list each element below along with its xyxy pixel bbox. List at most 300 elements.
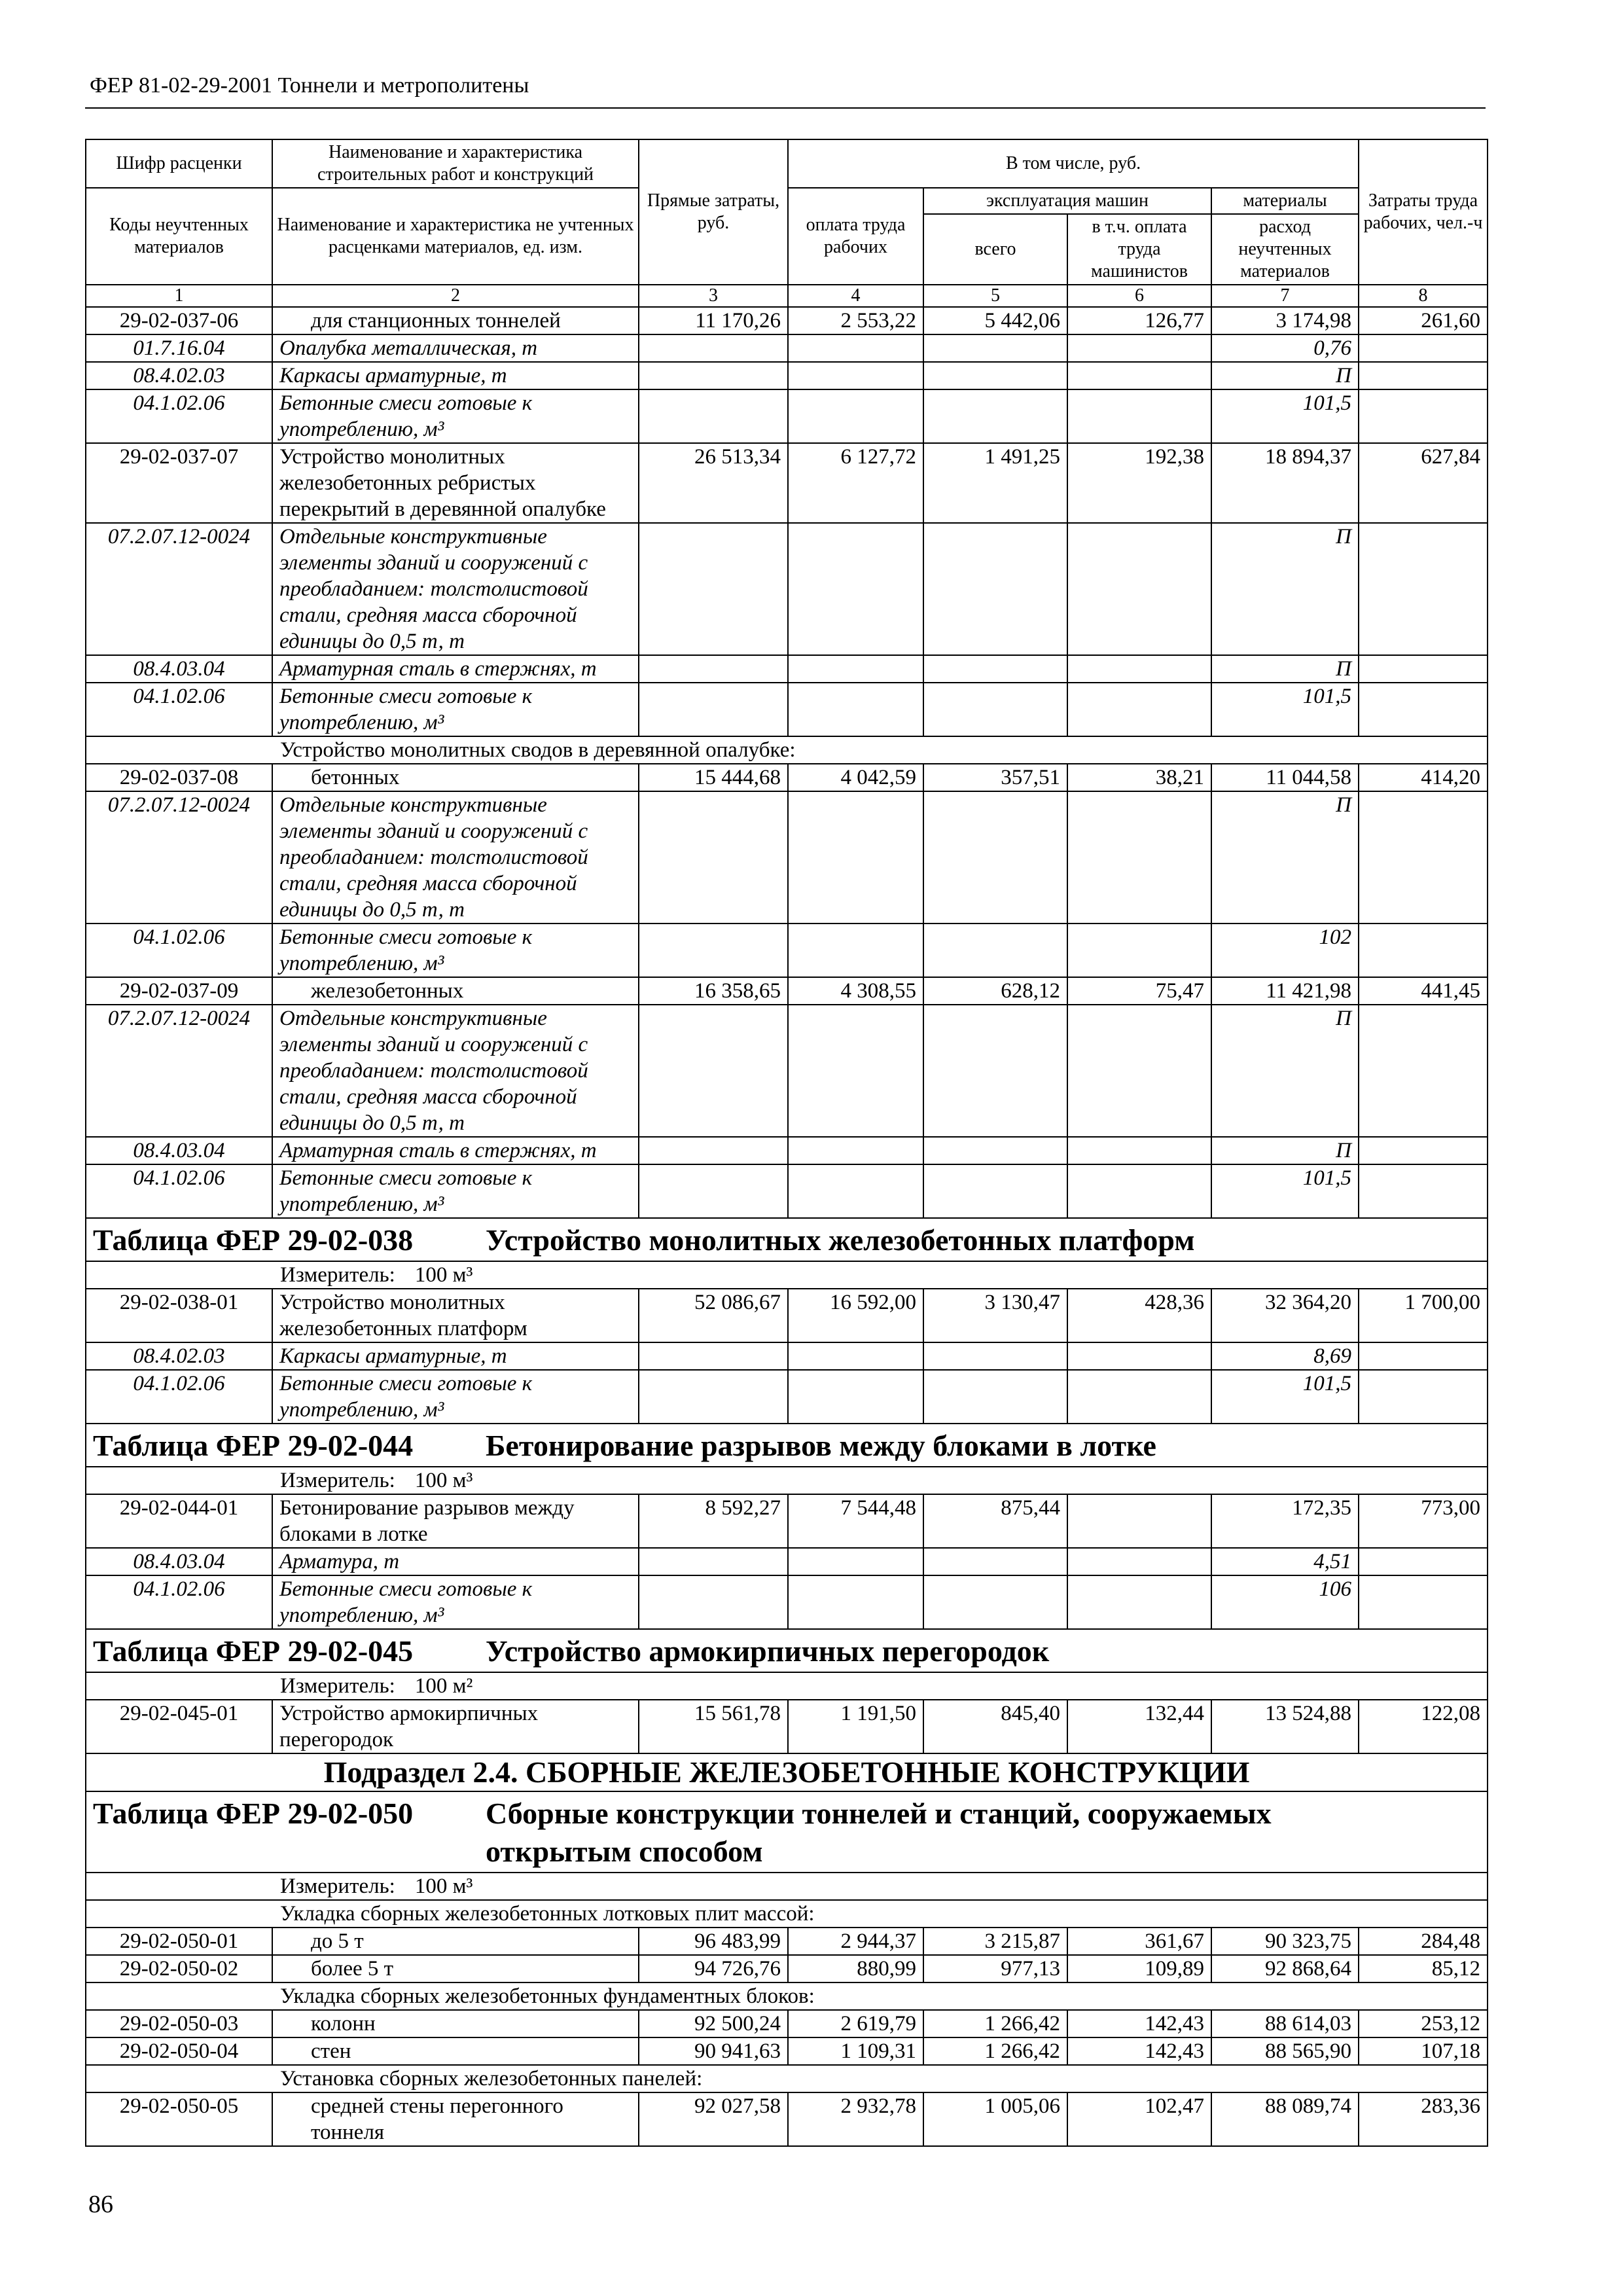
rate-name: стен xyxy=(272,2037,639,2065)
material-row xyxy=(86,362,1488,389)
empty-cell xyxy=(923,362,1067,389)
col-header-codes-unaccounted: Коды неучтенных материалов xyxy=(86,188,272,285)
material-name: Отдельные конструктивные элементы зданий и сооружений с преобладанием: толстолистовой стали, средняя масса сборочной единицы до 0,5 т, т xyxy=(272,1005,639,1137)
group-title: Установка сборных железобетонных панелей: xyxy=(86,2065,1488,2092)
measure-unit: 100 м³ xyxy=(414,1469,473,1492)
rate-value: 357,51 xyxy=(923,764,1067,791)
empty-cell xyxy=(923,1370,1067,1424)
table-title-row xyxy=(86,1629,1488,1672)
empty-cell xyxy=(639,1548,788,1575)
empty-cell xyxy=(1359,1370,1488,1424)
subsection-title: Подраздел 2.4. СБОРНЫЕ ЖЕЛЕЗОБЕТОННЫЕ КОНСТРУКЦИИ xyxy=(86,1753,1488,1791)
rate-value: 26 513,34 xyxy=(639,443,788,523)
empty-cell xyxy=(639,1342,788,1370)
col-header-direct: Прямые затраты, руб. xyxy=(639,139,788,285)
measure xyxy=(86,1261,1488,1289)
empty-cell xyxy=(1359,683,1488,736)
material-name: Опалубка металлическая, т xyxy=(272,334,639,362)
rate-value: 880,99 xyxy=(788,1955,923,1982)
rate-row xyxy=(86,1700,1488,1753)
rate-value: 875,44 xyxy=(923,1494,1067,1548)
rate-code: 29-02-045-01 xyxy=(86,1700,272,1753)
empty-cell xyxy=(639,334,788,362)
measure-label: Измеритель: xyxy=(280,1674,395,1698)
rate-row xyxy=(86,443,1488,523)
subsection-row xyxy=(86,1753,1488,1791)
rate-name: Устройство монолитных железобетонных ребристых перекрытий в деревянной опалубке xyxy=(272,443,639,523)
rate-code: 29-02-050-04 xyxy=(86,2037,272,2065)
rates-table xyxy=(85,139,1488,2147)
rate-name: более 5 т xyxy=(272,1955,639,1982)
empty-cell xyxy=(639,1005,788,1137)
empty-cell xyxy=(1067,683,1211,736)
empty-cell xyxy=(639,1370,788,1424)
rate-value: 2 619,79 xyxy=(788,2010,923,2037)
rate-value: 32 364,20 xyxy=(1211,1289,1359,1342)
empty-cell xyxy=(1359,334,1488,362)
material-row xyxy=(86,334,1488,362)
group-title: Укладка сборных железобетонных фундаментных блоков: xyxy=(86,1982,1488,2010)
col-header-incl: В том числе, руб. xyxy=(788,139,1359,188)
material-name: Бетонные смеси готовые к употреблению, м³ xyxy=(272,1370,639,1424)
empty-cell xyxy=(788,1548,923,1575)
rate-name: колонн xyxy=(272,2010,639,2037)
material-code: 04.1.02.06 xyxy=(86,1164,272,1218)
measure xyxy=(86,1873,1488,1900)
col-header-code: Шифр расценки xyxy=(86,139,272,188)
rate-value: 4 308,55 xyxy=(788,977,923,1005)
table-title-row xyxy=(86,1791,1488,1873)
empty-cell xyxy=(639,683,788,736)
rate-value: 15 444,68 xyxy=(639,764,788,791)
rate-value: 773,00 xyxy=(1359,1494,1488,1548)
material-name: Бетонные смеси готовые к употреблению, м³ xyxy=(272,1164,639,1218)
rate-code: 29-02-038-01 xyxy=(86,1289,272,1342)
material-quantity: 106 xyxy=(1211,1575,1359,1629)
table-number: Таблица ФЕР 29-02-044 xyxy=(93,1429,414,1462)
material-row xyxy=(86,924,1488,977)
empty-cell xyxy=(639,523,788,655)
col-number: 1 xyxy=(86,285,272,307)
group-row xyxy=(86,1982,1488,2010)
col-number: 7 xyxy=(1211,285,1359,307)
rate-value: 92 027,58 xyxy=(639,2092,788,2146)
rate-row xyxy=(86,977,1488,1005)
material-code: 04.1.02.06 xyxy=(86,1575,272,1629)
empty-cell xyxy=(923,1575,1067,1629)
measure-label: Измеритель: xyxy=(280,1263,395,1287)
rate-value: 253,12 xyxy=(1359,2010,1488,2037)
material-row xyxy=(86,1575,1488,1629)
material-name: Бетонные смеси готовые к употреблению, м³ xyxy=(272,1575,639,1629)
material-code: 01.7.16.04 xyxy=(86,334,272,362)
material-code: 04.1.02.06 xyxy=(86,1370,272,1424)
material-name: Каркасы арматурные, т xyxy=(272,362,639,389)
table-title xyxy=(86,1629,1488,1672)
table-name: Устройство монолитных железобетонных платформ xyxy=(486,1223,1195,1257)
rate-value: 11 421,98 xyxy=(1211,977,1359,1005)
measure-unit: 100 м³ xyxy=(414,1874,473,1898)
empty-cell xyxy=(639,924,788,977)
empty-cell xyxy=(1359,1164,1488,1218)
rate-value: 122,08 xyxy=(1359,1700,1488,1753)
table-title xyxy=(86,1218,1488,1261)
rate-row xyxy=(86,2037,1488,2065)
rate-value: 94 726,76 xyxy=(639,1955,788,1982)
empty-cell xyxy=(923,1342,1067,1370)
table-number: Таблица ФЕР 29-02-045 xyxy=(93,1634,414,1668)
rate-value: 92 868,64 xyxy=(1211,1955,1359,1982)
rate-code: 29-02-037-08 xyxy=(86,764,272,791)
col-header-name-unaccounted: Наименование и характеристика не учтенных расценками материалов, ед. изм. xyxy=(272,188,639,285)
empty-cell xyxy=(1359,362,1488,389)
empty-cell xyxy=(1359,655,1488,683)
group-title: Устройство монолитных сводов в деревянной опалубке: xyxy=(86,736,1488,764)
rate-name: железобетонных xyxy=(272,977,639,1005)
table-title-row xyxy=(86,1424,1488,1467)
rate-value: 5 442,06 xyxy=(923,307,1067,334)
table-body xyxy=(86,307,1488,2146)
rate-value: 1 266,42 xyxy=(923,2010,1067,2037)
empty-cell xyxy=(1067,1370,1211,1424)
rate-value: 261,60 xyxy=(1359,307,1488,334)
rate-row xyxy=(86,1928,1488,1955)
material-quantity: 101,5 xyxy=(1211,1164,1359,1218)
material-name: Бетонные смеси готовые к употреблению, м³ xyxy=(272,389,639,443)
rate-value: 361,67 xyxy=(1067,1928,1211,1955)
empty-cell xyxy=(639,791,788,924)
material-code: 04.1.02.06 xyxy=(86,924,272,977)
material-quantity: П xyxy=(1211,1005,1359,1137)
measure-row xyxy=(86,1873,1488,1900)
empty-cell xyxy=(1067,1575,1211,1629)
rate-name: Устройство монолитных железобетонных платформ xyxy=(272,1289,639,1342)
rate-value: 172,35 xyxy=(1211,1494,1359,1548)
rate-value: 52 086,67 xyxy=(639,1289,788,1342)
col-header-name: Наименование и характеристика строительных работ и конструкций xyxy=(272,139,639,188)
group-row xyxy=(86,1900,1488,1928)
rate-value: 88 089,74 xyxy=(1211,2092,1359,2146)
table-title xyxy=(86,1424,1488,1467)
rate-value: 627,84 xyxy=(1359,443,1488,523)
material-quantity: 102 xyxy=(1211,924,1359,977)
material-code: 08.4.02.03 xyxy=(86,1342,272,1370)
material-row xyxy=(86,1005,1488,1137)
rate-code: 29-02-050-03 xyxy=(86,2010,272,2037)
empty-cell xyxy=(1067,1342,1211,1370)
empty-cell xyxy=(788,791,923,924)
rate-value: 2 553,22 xyxy=(788,307,923,334)
material-quantity: П xyxy=(1211,362,1359,389)
material-quantity: 4,51 xyxy=(1211,1548,1359,1575)
empty-cell xyxy=(1359,924,1488,977)
material-row xyxy=(86,655,1488,683)
empty-cell xyxy=(1067,334,1211,362)
group-title: Укладка сборных железобетонных лотковых плит массой: xyxy=(86,1900,1488,1928)
rate-value: 628,12 xyxy=(923,977,1067,1005)
rate-value: 16 358,65 xyxy=(639,977,788,1005)
col-number: 5 xyxy=(923,285,1067,307)
material-name: Каркасы арматурные, т xyxy=(272,1342,639,1370)
empty-cell xyxy=(923,1164,1067,1218)
rate-name: бетонных xyxy=(272,764,639,791)
rate-value: 88 565,90 xyxy=(1211,2037,1359,2065)
col-header-materials-use: расход неучтенных материалов xyxy=(1211,214,1359,285)
rate-value: 132,44 xyxy=(1067,1700,1211,1753)
rate-code: 29-02-044-01 xyxy=(86,1494,272,1548)
col-header-labor-cost: Затраты труда рабочих, чел.-ч xyxy=(1359,139,1488,285)
rate-value: 283,36 xyxy=(1359,2092,1488,2146)
col-number: 6 xyxy=(1067,285,1211,307)
rate-value: 8 592,27 xyxy=(639,1494,788,1548)
measure xyxy=(86,1672,1488,1700)
empty-cell xyxy=(788,1005,923,1137)
empty-cell xyxy=(788,1575,923,1629)
material-code: 08.4.03.04 xyxy=(86,655,272,683)
empty-cell xyxy=(923,683,1067,736)
material-name: Арматурная сталь в стержнях, т xyxy=(272,655,639,683)
empty-cell xyxy=(788,1164,923,1218)
rate-value: 3 130,47 xyxy=(923,1289,1067,1342)
empty-cell xyxy=(1359,1342,1488,1370)
empty-cell xyxy=(1359,1575,1488,1629)
material-name: Арматурная сталь в стержнях, т xyxy=(272,1137,639,1164)
empty-cell xyxy=(639,362,788,389)
empty-cell xyxy=(923,655,1067,683)
rate-value: 6 127,72 xyxy=(788,443,923,523)
empty-cell xyxy=(788,523,923,655)
measure-unit: 100 м² xyxy=(414,1674,473,1698)
empty-cell xyxy=(923,924,1067,977)
col-header-machines: эксплуатация машин xyxy=(923,188,1211,214)
page-number: 86 xyxy=(88,2191,113,2218)
table-name: Устройство армокирпичных перегородок xyxy=(486,1634,1050,1668)
empty-cell xyxy=(1067,655,1211,683)
rate-code: 29-02-050-01 xyxy=(86,1928,272,1955)
rate-name: средней стены перегонного тоннеля xyxy=(272,2092,639,2146)
rate-value: 1 191,50 xyxy=(788,1700,923,1753)
col-header-labor-pay: оплата труда рабочих xyxy=(788,188,923,285)
material-quantity: П xyxy=(1211,1137,1359,1164)
empty-cell xyxy=(923,523,1067,655)
empty-cell xyxy=(1359,523,1488,655)
rate-value: 142,43 xyxy=(1067,2010,1211,2037)
empty-cell xyxy=(639,1137,788,1164)
empty-cell xyxy=(639,655,788,683)
material-quantity: 101,5 xyxy=(1211,683,1359,736)
empty-cell xyxy=(1067,389,1211,443)
material-name: Отдельные конструктивные элементы зданий и сооружений с преобладанием: толстолистовой стали, средняя масса сборочной единицы до 0,5 т, т xyxy=(272,523,639,655)
material-quantity: 101,5 xyxy=(1211,389,1359,443)
rate-value: 845,40 xyxy=(923,1700,1067,1753)
rate-value: 1 491,25 xyxy=(923,443,1067,523)
rate-value: 13 524,88 xyxy=(1211,1700,1359,1753)
rate-value: 1 109,31 xyxy=(788,2037,923,2065)
table-number: Таблица ФЕР 29-02-050 xyxy=(93,1797,414,1830)
measure-unit: 100 м³ xyxy=(414,1263,473,1287)
rate-value: 3 215,87 xyxy=(923,1928,1067,1955)
material-row xyxy=(86,1548,1488,1575)
group-row xyxy=(86,2065,1488,2092)
empty-cell xyxy=(923,1137,1067,1164)
rate-code: 29-02-050-05 xyxy=(86,2092,272,2146)
measure-row xyxy=(86,1672,1488,1700)
empty-cell xyxy=(788,1137,923,1164)
material-quantity: 0,76 xyxy=(1211,334,1359,362)
rate-value: 15 561,78 xyxy=(639,1700,788,1753)
rate-value: 107,18 xyxy=(1359,2037,1488,2065)
rate-value: 11 044,58 xyxy=(1211,764,1359,791)
empty-cell xyxy=(923,334,1067,362)
measure-label: Измеритель: xyxy=(280,1874,395,1898)
rate-row xyxy=(86,1494,1488,1548)
rate-name: Бетонирование разрывов между блоками в лотке xyxy=(272,1494,639,1548)
empty-cell xyxy=(1067,1005,1211,1137)
empty-cell xyxy=(1359,1005,1488,1137)
table-number: Таблица ФЕР 29-02-038 xyxy=(93,1223,414,1257)
empty-cell xyxy=(1067,523,1211,655)
empty-cell xyxy=(1359,1137,1488,1164)
rate-value: 1 005,06 xyxy=(923,2092,1067,2146)
table-title-row xyxy=(86,1218,1488,1261)
empty-cell xyxy=(788,655,923,683)
material-name: Бетонные смеси готовые к употреблению, м³ xyxy=(272,924,639,977)
material-row xyxy=(86,1370,1488,1424)
rate-value: 90 941,63 xyxy=(639,2037,788,2065)
rate-value: 284,48 xyxy=(1359,1928,1488,1955)
empty-cell xyxy=(788,683,923,736)
measure xyxy=(86,1467,1488,1494)
material-row xyxy=(86,523,1488,655)
material-quantity: П xyxy=(1211,655,1359,683)
rate-value: 85,12 xyxy=(1359,1955,1488,1982)
rate-row xyxy=(86,764,1488,791)
empty-cell xyxy=(1067,791,1211,924)
header-rule xyxy=(85,107,1486,109)
material-code: 07.2.07.12-0024 xyxy=(86,523,272,655)
material-code: 07.2.07.12-0024 xyxy=(86,1005,272,1137)
rate-value: 90 323,75 xyxy=(1211,1928,1359,1955)
col-header-machines-total: всего xyxy=(923,214,1067,285)
material-row xyxy=(86,1164,1488,1218)
rate-value: 142,43 xyxy=(1067,2037,1211,2065)
empty-cell xyxy=(1067,924,1211,977)
material-quantity: П xyxy=(1211,523,1359,655)
empty-cell xyxy=(788,389,923,443)
material-quantity: 8,69 xyxy=(1211,1342,1359,1370)
material-code: 08.4.03.04 xyxy=(86,1137,272,1164)
measure-row xyxy=(86,1467,1488,1494)
rate-value: 38,21 xyxy=(1067,764,1211,791)
rate-code: 29-02-037-07 xyxy=(86,443,272,523)
rate-value: 4 042,59 xyxy=(788,764,923,791)
empty-cell xyxy=(923,1548,1067,1575)
col-header-materials: материалы xyxy=(1211,188,1359,214)
material-row xyxy=(86,683,1488,736)
material-code: 08.4.02.03 xyxy=(86,362,272,389)
col-number: 4 xyxy=(788,285,923,307)
col-number: 2 xyxy=(272,285,639,307)
rate-name: для станционных тоннелей xyxy=(272,307,639,334)
material-code: 04.1.02.06 xyxy=(86,683,272,736)
empty-cell xyxy=(1359,791,1488,924)
material-code: 08.4.03.04 xyxy=(86,1548,272,1575)
rate-row xyxy=(86,1289,1488,1342)
empty-cell xyxy=(788,1370,923,1424)
rate-value: 414,20 xyxy=(1359,764,1488,791)
rate-code: 29-02-037-06 xyxy=(86,307,272,334)
measure-row xyxy=(86,1261,1488,1289)
material-row xyxy=(86,791,1488,924)
rate-name: до 5 т xyxy=(272,1928,639,1955)
material-code: 07.2.07.12-0024 xyxy=(86,791,272,924)
rate-value: 96 483,99 xyxy=(639,1928,788,1955)
rate-value xyxy=(1067,1494,1211,1548)
rate-value: 109,89 xyxy=(1067,1955,1211,1982)
empty-cell xyxy=(788,1342,923,1370)
rate-value: 2 932,78 xyxy=(788,2092,923,2146)
rate-code: 29-02-050-02 xyxy=(86,1955,272,1982)
empty-cell xyxy=(1067,1137,1211,1164)
rate-value: 126,77 xyxy=(1067,307,1211,334)
rate-code: 29-02-037-09 xyxy=(86,977,272,1005)
material-name: Арматура, т xyxy=(272,1548,639,1575)
empty-cell xyxy=(923,1005,1067,1137)
empty-cell xyxy=(788,334,923,362)
table-name: Сборные конструкции тоннелей и станций, сооружаемых открытым способом xyxy=(486,1797,1272,1868)
rate-value: 92 500,24 xyxy=(639,2010,788,2037)
empty-cell xyxy=(788,924,923,977)
rate-row xyxy=(86,2092,1488,2146)
material-row xyxy=(86,1342,1488,1370)
col-number: 3 xyxy=(639,285,788,307)
rate-value: 102,47 xyxy=(1067,2092,1211,2146)
material-row xyxy=(86,1137,1488,1164)
material-name: Отдельные конструктивные элементы зданий и сооружений с преобладанием: толстолистовой стали, средняя масса сборочной единицы до 0,5 т, т xyxy=(272,791,639,924)
rate-name: Устройство армокирпичных перегородок xyxy=(272,1700,639,1753)
empty-cell xyxy=(1359,389,1488,443)
material-code: 04.1.02.06 xyxy=(86,389,272,443)
rate-row xyxy=(86,307,1488,334)
empty-cell xyxy=(639,1575,788,1629)
table-title xyxy=(86,1791,1488,1873)
rate-value: 75,47 xyxy=(1067,977,1211,1005)
rate-value: 3 174,98 xyxy=(1211,307,1359,334)
rate-value: 7 544,48 xyxy=(788,1494,923,1548)
rate-value: 428,36 xyxy=(1067,1289,1211,1342)
empty-cell xyxy=(923,791,1067,924)
table-name: Бетонирование разрывов между блоками в лотке xyxy=(486,1429,1156,1462)
page-header: ФЕР 81-02-29-2001 Тоннели и метрополитены xyxy=(90,73,529,98)
rate-value: 16 592,00 xyxy=(788,1289,923,1342)
empty-cell xyxy=(788,362,923,389)
empty-cell xyxy=(923,389,1067,443)
material-name: Бетонные смеси готовые к употреблению, м³ xyxy=(272,683,639,736)
rate-value: 88 614,03 xyxy=(1211,2010,1359,2037)
col-number: 8 xyxy=(1359,285,1488,307)
rate-value: 2 944,37 xyxy=(788,1928,923,1955)
rate-value: 441,45 xyxy=(1359,977,1488,1005)
empty-cell xyxy=(1067,1164,1211,1218)
group-row xyxy=(86,736,1488,764)
material-quantity: 101,5 xyxy=(1211,1370,1359,1424)
rate-value: 1 700,00 xyxy=(1359,1289,1488,1342)
rate-value: 18 894,37 xyxy=(1211,443,1359,523)
rate-value: 1 266,42 xyxy=(923,2037,1067,2065)
material-row xyxy=(86,389,1488,443)
empty-cell xyxy=(639,1164,788,1218)
empty-cell xyxy=(1067,1548,1211,1575)
